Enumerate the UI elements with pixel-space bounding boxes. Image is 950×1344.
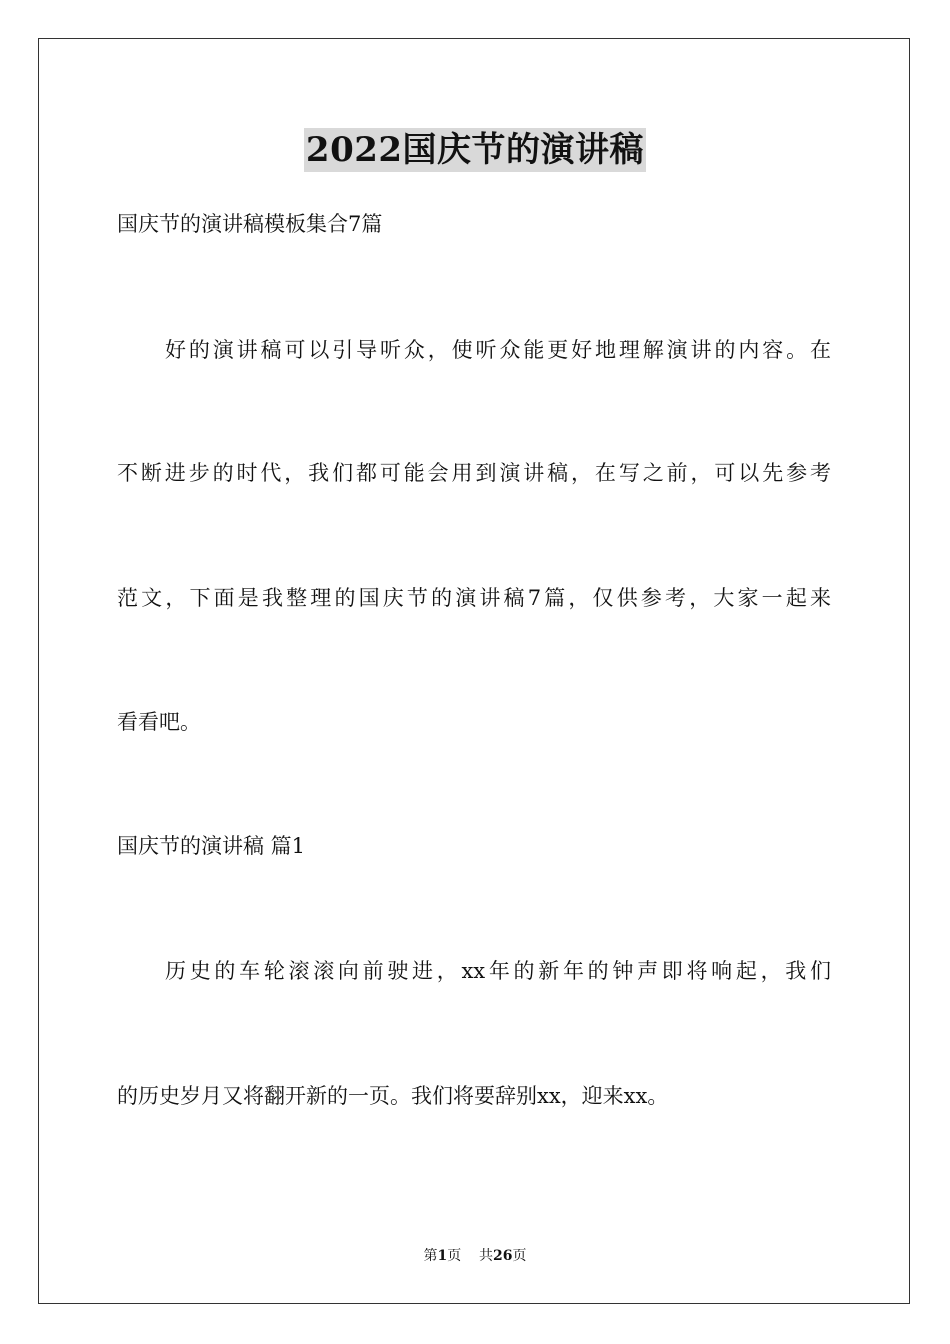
paragraph-line: 历史的车轮滚滚向前驶进，xx年的新年的钟声即将响起，我们	[165, 959, 831, 983]
footer-page-number: 1	[437, 1248, 448, 1264]
footer-page-prefix: 第	[423, 1248, 438, 1264]
document-subtitle: 国庆节的演讲稿模板集合7篇	[117, 212, 383, 236]
paragraph-line: 的历史岁月又将翻开新的一页。我们将要辞别xx，迎来xx。	[117, 1084, 669, 1108]
paragraph-line: 范文，下面是我整理的国庆节的演讲稿7篇，仅供参考，大家一起来	[117, 586, 831, 610]
paragraph-line: 不断进步的时代，我们都可能会用到演讲稿，在写之前，可以先参考	[117, 461, 831, 485]
paragraph-line: 看看吧。	[117, 710, 201, 734]
footer-page-total: 26	[493, 1248, 513, 1264]
document-title: 2022国庆节的演讲稿	[305, 130, 645, 170]
footer-page-mid: 页 共	[447, 1248, 494, 1264]
title-container	[0, 128, 950, 172]
paragraph-line: 好的演讲稿可以引导听众，使听众能更好地理解演讲的内容。在	[165, 338, 831, 362]
section-heading: 国庆节的演讲稿 篇1	[117, 834, 306, 858]
footer-page-suffix: 页	[512, 1248, 527, 1264]
page-footer	[0, 1246, 950, 1266]
